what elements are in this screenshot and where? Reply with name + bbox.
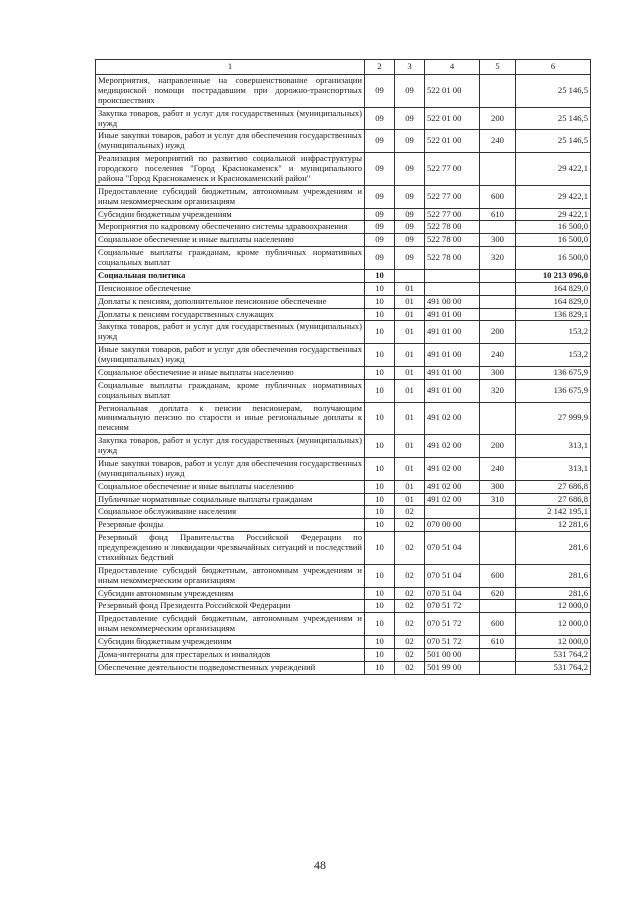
row-name-cell: Иные закупки товаров, работ и услуг для обеспечения государственных (муниципальных) нужд [96, 130, 365, 153]
row-target-article-cell: 491 01 00 [425, 366, 480, 379]
table-row [96, 234, 591, 247]
row-section-cell: 09 [365, 107, 395, 130]
row-subsection-cell: 02 [395, 661, 425, 674]
table-row [96, 564, 591, 587]
row-name-cell: Социальные выплаты гражданам, кроме публичных нормативных социальных выплат [96, 379, 365, 402]
row-subsection-cell: 09 [395, 208, 425, 221]
row-section-cell: 09 [365, 185, 395, 208]
row-name-cell: Социальное обеспечение и иные выплаты населению [96, 480, 365, 493]
row-subsection-cell: 01 [395, 480, 425, 493]
row-name-cell: Иные закупки товаров, работ и услуг для обеспечения государственных (муниципальных) нужд [96, 344, 365, 367]
table-row [96, 208, 591, 221]
row-name-cell: Социальное обеспечение и иные выплаты населению [96, 234, 365, 247]
row-target-article-cell: 522 78 00 [425, 234, 480, 247]
row-expense-type-cell: 200 [480, 107, 516, 130]
row-name-cell: Закупка товаров, работ и услуг для государственных (муниципальных) нужд [96, 321, 365, 344]
row-section-cell: 10 [365, 269, 395, 282]
row-section-cell: 10 [365, 648, 395, 661]
row-expense-type-cell [480, 648, 516, 661]
row-section-cell: 10 [365, 506, 395, 519]
row-name-cell: Закупка товаров, работ и услуг для государственных (муниципальных) нужд [96, 435, 365, 458]
row-target-article-cell: 522 77 00 [425, 208, 480, 221]
row-section-cell: 10 [365, 295, 395, 308]
row-expense-type-cell: 240 [480, 130, 516, 153]
row-amount-cell: 27 686,8 [516, 493, 591, 506]
header-cell-6: 6 [516, 60, 591, 75]
row-amount-cell: 10 213 096,0 [516, 269, 591, 282]
row-name-cell: Резервный фонд Правительства Российской Федерации по предупреждению и ликвидации чрезвычайных ситуаций и последствий стихийных бедствий [96, 532, 365, 565]
row-amount-cell: 136 675,9 [516, 366, 591, 379]
row-subsection-cell: 02 [395, 600, 425, 613]
row-expense-type-cell: 320 [480, 247, 516, 270]
row-subsection-cell [395, 269, 425, 282]
row-target-article-cell: 522 78 00 [425, 221, 480, 234]
row-section-cell: 10 [365, 636, 395, 649]
row-expense-type-cell: 300 [480, 234, 516, 247]
row-amount-cell: 25 146,5 [516, 130, 591, 153]
row-expense-type-cell: 600 [480, 185, 516, 208]
row-expense-type-cell: 610 [480, 208, 516, 221]
row-amount-cell: 313,1 [516, 457, 591, 480]
row-target-article-cell: 522 77 00 [425, 153, 480, 186]
row-name-cell: Мероприятия по кадровому обеспечению системы здравоохранения [96, 221, 365, 234]
row-section-cell: 10 [365, 613, 395, 636]
row-target-article-cell: 522 77 00 [425, 185, 480, 208]
row-expense-type-cell [480, 282, 516, 295]
row-target-article-cell: 491 02 00 [425, 457, 480, 480]
table-row [96, 613, 591, 636]
row-expense-type-cell [480, 221, 516, 234]
row-section-cell: 09 [365, 247, 395, 270]
row-name-cell: Региональная доплата к пенсии пенсионерам, получающим минимальную пенсию по старости и иные региональные доплаты к пенсиям [96, 402, 365, 435]
row-name-cell: Субсидии бюджетным учреждениям [96, 208, 365, 221]
row-section-cell: 10 [365, 308, 395, 321]
row-subsection-cell: 01 [395, 379, 425, 402]
row-amount-cell: 531 764,2 [516, 661, 591, 674]
row-expense-type-cell: 200 [480, 435, 516, 458]
row-amount-cell: 12 000,0 [516, 600, 591, 613]
row-target-article-cell: 070 51 04 [425, 564, 480, 587]
row-amount-cell: 16 500,0 [516, 234, 591, 247]
table-row [96, 379, 591, 402]
row-section-cell: 10 [365, 532, 395, 565]
row-amount-cell: 2 142 195,1 [516, 506, 591, 519]
row-amount-cell: 531 764,2 [516, 648, 591, 661]
table-row [96, 480, 591, 493]
row-expense-type-cell: 610 [480, 636, 516, 649]
row-subsection-cell: 01 [395, 321, 425, 344]
row-target-article-cell: 491 00 00 [425, 295, 480, 308]
row-name-cell: Субсидии бюджетным учреждениям [96, 636, 365, 649]
table-row [96, 587, 591, 600]
row-section-cell: 09 [365, 130, 395, 153]
table-row [96, 493, 591, 506]
table-row [96, 532, 591, 565]
row-amount-cell: 281,6 [516, 532, 591, 565]
row-amount-cell: 153,2 [516, 344, 591, 367]
row-name-cell: Социальная политика [96, 269, 365, 282]
row-name-cell: Дома-интернаты для престарелых и инвалидов [96, 648, 365, 661]
row-target-article-cell: 501 99 00 [425, 661, 480, 674]
header-cell-5: 5 [480, 60, 516, 75]
table-row [96, 648, 591, 661]
table-row [96, 308, 591, 321]
row-name-cell: Резервный фонд Президента Российской Федерации [96, 600, 365, 613]
row-name-cell: Иные закупки товаров, работ и услуг для обеспечения государственных (муниципальных) нужд [96, 457, 365, 480]
header-cell-4: 4 [425, 60, 480, 75]
row-amount-cell: 313,1 [516, 435, 591, 458]
row-target-article-cell: 522 01 00 [425, 107, 480, 130]
row-subsection-cell: 02 [395, 564, 425, 587]
row-expense-type-cell [480, 308, 516, 321]
row-amount-cell: 29 422,1 [516, 185, 591, 208]
row-section-cell: 10 [365, 564, 395, 587]
row-target-article-cell: 522 01 00 [425, 75, 480, 108]
row-expense-type-cell [480, 532, 516, 565]
header-cell-2: 2 [365, 60, 395, 75]
table-row [96, 321, 591, 344]
row-expense-type-cell [480, 519, 516, 532]
row-amount-cell: 12 000,0 [516, 636, 591, 649]
row-target-article-cell: 522 78 00 [425, 247, 480, 270]
row-target-article-cell: 070 51 72 [425, 613, 480, 636]
row-name-cell: Публичные нормативные социальные выплаты гражданам [96, 493, 365, 506]
row-subsection-cell: 01 [395, 435, 425, 458]
row-amount-cell: 29 422,1 [516, 153, 591, 186]
row-subsection-cell: 09 [395, 185, 425, 208]
row-amount-cell: 153,2 [516, 321, 591, 344]
row-expense-type-cell [480, 153, 516, 186]
table-row [96, 402, 591, 435]
row-expense-type-cell [480, 661, 516, 674]
row-section-cell: 09 [365, 208, 395, 221]
row-target-article-cell [425, 282, 480, 295]
row-expense-type-cell: 320 [480, 379, 516, 402]
table-row [96, 295, 591, 308]
row-subsection-cell: 02 [395, 532, 425, 565]
row-amount-cell: 164 829,0 [516, 295, 591, 308]
table-row [96, 636, 591, 649]
row-name-cell: Социальные выплаты гражданам, кроме публичных нормативных социальных выплат [96, 247, 365, 270]
row-section-cell: 10 [365, 480, 395, 493]
table-header-row [96, 60, 591, 75]
row-section-cell: 10 [365, 321, 395, 344]
row-name-cell: Предоставление субсидий бюджетным, автономным учреждениям и иным некоммерческим организациям [96, 613, 365, 636]
row-amount-cell: 164 829,0 [516, 282, 591, 295]
row-expense-type-cell: 240 [480, 457, 516, 480]
row-amount-cell: 27 686,8 [516, 480, 591, 493]
table-row [96, 435, 591, 458]
row-section-cell: 10 [365, 457, 395, 480]
row-expense-type-cell [480, 295, 516, 308]
row-section-cell: 09 [365, 153, 395, 186]
row-name-cell: Закупка товаров, работ и услуг для государственных (муниципальных) нужд [96, 107, 365, 130]
table-row [96, 185, 591, 208]
row-amount-cell: 136 675,9 [516, 379, 591, 402]
row-expense-type-cell: 600 [480, 613, 516, 636]
row-subsection-cell: 02 [395, 587, 425, 600]
table-row [96, 600, 591, 613]
table-body [96, 75, 591, 675]
table-row [96, 457, 591, 480]
row-target-article-cell: 491 02 00 [425, 402, 480, 435]
row-name-cell: Доплаты к пенсиям, дополнительное пенсионное обеспечение [96, 295, 365, 308]
row-expense-type-cell [480, 269, 516, 282]
row-target-article-cell: 491 01 00 [425, 344, 480, 367]
row-name-cell: Резервные фонды [96, 519, 365, 532]
row-section-cell: 10 [365, 493, 395, 506]
table-row [96, 344, 591, 367]
row-expense-type-cell: 300 [480, 480, 516, 493]
row-expense-type-cell: 620 [480, 587, 516, 600]
row-target-article-cell: 491 01 00 [425, 308, 480, 321]
row-expense-type-cell: 600 [480, 564, 516, 587]
row-section-cell: 09 [365, 75, 395, 108]
row-name-cell: Обеспечение деятельности подведомственных учреждений [96, 661, 365, 674]
row-subsection-cell: 02 [395, 519, 425, 532]
row-amount-cell: 16 500,0 [516, 221, 591, 234]
row-subsection-cell: 01 [395, 493, 425, 506]
row-name-cell: Субсидии автономным учреждениям [96, 587, 365, 600]
row-target-article-cell: 070 51 04 [425, 532, 480, 565]
row-name-cell: Доплаты к пенсиям государственных служащих [96, 308, 365, 321]
row-section-cell: 10 [365, 379, 395, 402]
row-expense-type-cell: 310 [480, 493, 516, 506]
table-row [96, 221, 591, 234]
row-subsection-cell: 01 [395, 308, 425, 321]
row-subsection-cell: 02 [395, 613, 425, 636]
header-cell-1: 1 [96, 60, 365, 75]
row-name-cell: Мероприятия, направленные на совершенствование организации медицинской помощи пострадавшим при дорожно-транспортных происшествиях [96, 75, 365, 108]
row-expense-type-cell [480, 402, 516, 435]
row-name-cell: Реализация мероприятий по развитию социальной инфраструктуры городского поселения "Город Краснокаменск" и муниципального района "Город Краснокаменск и Краснокаменский район" [96, 153, 365, 186]
row-target-article-cell: 501 00 00 [425, 648, 480, 661]
row-subsection-cell: 01 [395, 402, 425, 435]
row-name-cell: Социальное обслуживание населения [96, 506, 365, 519]
table-row [96, 269, 591, 282]
row-amount-cell: 136 829,1 [516, 308, 591, 321]
row-amount-cell: 29 422,1 [516, 208, 591, 221]
row-amount-cell: 25 146,5 [516, 75, 591, 108]
row-subsection-cell: 02 [395, 636, 425, 649]
row-subsection-cell: 09 [395, 153, 425, 186]
row-subsection-cell: 02 [395, 506, 425, 519]
row-expense-type-cell: 240 [480, 344, 516, 367]
row-expense-type-cell: 300 [480, 366, 516, 379]
row-section-cell: 10 [365, 519, 395, 532]
row-amount-cell: 281,6 [516, 564, 591, 587]
row-amount-cell: 12 281,6 [516, 519, 591, 532]
row-target-article-cell: 491 02 00 [425, 435, 480, 458]
row-target-article-cell: 491 02 00 [425, 493, 480, 506]
row-target-article-cell [425, 269, 480, 282]
row-subsection-cell: 01 [395, 344, 425, 367]
row-expense-type-cell: 200 [480, 321, 516, 344]
row-name-cell: Предоставление субсидий бюджетным, автономным учреждениям и иным некоммерческим организациям [96, 564, 365, 587]
row-amount-cell: 16 500,0 [516, 247, 591, 270]
row-subsection-cell: 01 [395, 366, 425, 379]
row-section-cell: 10 [365, 402, 395, 435]
row-amount-cell: 281,6 [516, 587, 591, 600]
row-subsection-cell: 09 [395, 130, 425, 153]
row-amount-cell: 12 000,0 [516, 613, 591, 636]
row-subsection-cell: 09 [395, 75, 425, 108]
table-row [96, 366, 591, 379]
page-number: 48 [314, 858, 326, 872]
row-section-cell: 10 [365, 600, 395, 613]
row-name-cell: Пенсионное обеспечение [96, 282, 365, 295]
row-section-cell: 10 [365, 435, 395, 458]
row-target-article-cell: 491 01 00 [425, 379, 480, 402]
header-cell-3: 3 [395, 60, 425, 75]
row-name-cell: Предоставление субсидий бюджетным, автономным учреждениям и иным некоммерческим организациям [96, 185, 365, 208]
row-section-cell: 10 [365, 366, 395, 379]
row-subsection-cell: 09 [395, 107, 425, 130]
row-expense-type-cell [480, 75, 516, 108]
row-section-cell: 10 [365, 661, 395, 674]
row-target-article-cell: 522 01 00 [425, 130, 480, 153]
table-row [96, 130, 591, 153]
row-expense-type-cell [480, 600, 516, 613]
row-target-article-cell: 070 51 72 [425, 600, 480, 613]
table-row [96, 247, 591, 270]
row-expense-type-cell [480, 506, 516, 519]
table-row [96, 282, 591, 295]
row-amount-cell: 27 999,9 [516, 402, 591, 435]
row-subsection-cell: 09 [395, 221, 425, 234]
row-subsection-cell: 09 [395, 234, 425, 247]
table-row [96, 519, 591, 532]
row-target-article-cell: 491 01 00 [425, 321, 480, 344]
row-target-article-cell: 070 00 00 [425, 519, 480, 532]
row-subsection-cell: 09 [395, 247, 425, 270]
row-section-cell: 10 [365, 282, 395, 295]
table-row [96, 506, 591, 519]
table-row [96, 153, 591, 186]
row-section-cell: 10 [365, 587, 395, 600]
table-row [96, 75, 591, 108]
row-target-article-cell [425, 506, 480, 519]
row-section-cell: 09 [365, 221, 395, 234]
table-row [96, 107, 591, 130]
row-amount-cell: 25 146,5 [516, 107, 591, 130]
budget-table [95, 59, 591, 675]
row-subsection-cell: 02 [395, 648, 425, 661]
row-name-cell: Социальное обеспечение и иные выплаты населению [96, 366, 365, 379]
row-subsection-cell: 01 [395, 282, 425, 295]
row-target-article-cell: 070 51 04 [425, 587, 480, 600]
row-target-article-cell: 070 51 72 [425, 636, 480, 649]
table-row [96, 661, 591, 674]
row-section-cell: 09 [365, 234, 395, 247]
row-section-cell: 10 [365, 344, 395, 367]
row-subsection-cell: 01 [395, 295, 425, 308]
row-subsection-cell: 01 [395, 457, 425, 480]
row-target-article-cell: 491 02 00 [425, 480, 480, 493]
